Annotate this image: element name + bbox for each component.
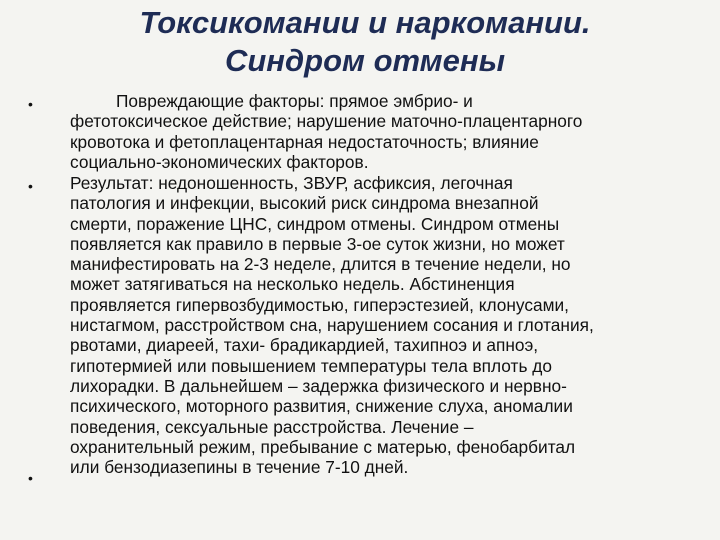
bullet-marker-2: • [28,178,33,194]
bullet-item-2-line: нистагмом, расстройством сна, нарушением сосания и глотания, [70,315,594,336]
bullet-item-2-line: психического, моторного развития, снижение слуха, аномалии [70,396,573,417]
bullet-item-2 [70,173,700,477]
bullet-item-2-line: гипотермией или повышением температуры тела вплоть до [70,355,552,376]
bullet-item-2-line: может затягиваться на несколько недель. Абстиненция [70,274,515,295]
bullet-marker-1: • [28,96,33,112]
bullet-list [0,91,720,511]
bullet-item-1-line-text: Повреждающие факторы: прямое эмбрио- и [116,91,473,111]
bullet-item-2-line: или бензодиазепины в течение 7-10 дней. [70,457,409,478]
bullet-item-2-line: рвотами, диареей, тахи- брадикардией, тахипноэ и апноэ, [70,335,539,356]
slide-title-line-2: Синдром отмены [224,43,506,78]
bullet-item-1-line: социально-экономических факторов. [70,151,369,172]
bullet-marker-3: • [28,470,33,486]
slide-title [40,4,690,80]
bullet-item-2-line: лихорадки. В дальнейшем – задержка физического и нервно- [70,375,567,396]
slide-title-line-1: Токсикомании и наркомании. [139,5,591,40]
bullet-item-2-line: проявляется гипервозбудимостью, гиперэстезией, клонусами, [70,294,569,315]
bullet-item-2-line: смерти, поражение ЦНС, синдром отмены. Синдром отмены [70,213,560,234]
bullet-item-2-line: появляется как правило в первые 3-ое суток жизни, но может [70,233,565,254]
bullet-item-1-line: кровотока и фетоплацентарная недостаточность; влияние [70,131,539,152]
bullet-item-1-line [70,91,700,111]
bullet-item-2-line: Результат: недоношенность, ЗВУР, асфиксия, легочная [70,173,513,193]
bullet-item-2-line: патология и инфекции, высокий риск синдрома внезапной [70,193,539,214]
bullet-item-1-line: фетотоксическое действие; нарушение маточно-плацентарного [70,111,583,132]
bullet-item-2-line: манифестировать на 2-3 неделе, длится в течение недели, но [70,254,571,275]
bullet-item-1 [70,91,700,172]
bullet-item-2-line: охранительный режим, пребывание с матерью, фенобарбитал [70,436,576,457]
bullet-item-2-line: поведения, сексуальные расстройства. Лечение – [70,416,474,437]
